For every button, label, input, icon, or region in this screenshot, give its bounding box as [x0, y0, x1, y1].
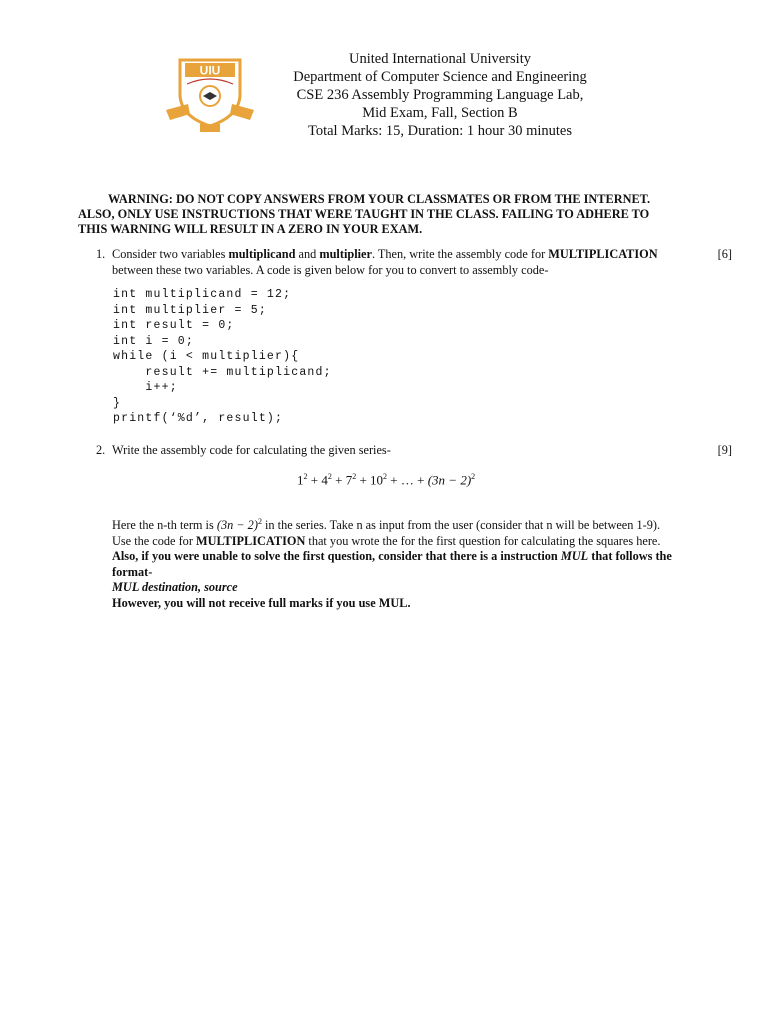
code-line: int multiplier = 5;: [113, 303, 267, 317]
code-line: printf(‘%d’, result);: [113, 412, 284, 425]
code-line: int multiplicand = 12;: [113, 288, 292, 301]
code-block: [113, 287, 332, 427]
mul-note: However, you will not receive full marks if you use MUL.: [112, 595, 411, 610]
series-formula: $1^2 + 4^2 + 7^2 + 10^2$ + … + $(3n - 2)^2$: [297, 472, 476, 488]
warning-line-1: WARNING: DO NOT COPY ANSWERS FROM YOUR CLASSMATES OR FROM THE INTERNET.: [108, 192, 651, 206]
warning-line-3: THIS WARNING WILL RESULT IN A ZERO IN YOUR EXAM.: [78, 222, 423, 236]
multiplication-paragraph: Use the code for MULTIPLICATION that you wrote the for the first question for calculating the squares here.: [112, 533, 661, 548]
question-number: 2.: [96, 443, 106, 457]
code-line: int i = 0;: [113, 334, 195, 348]
question-number: 1.: [96, 247, 106, 261]
university-name: United International University: [348, 51, 531, 67]
code-line: while (i < multiplier){: [113, 350, 300, 363]
question-marks: [6]: [717, 247, 732, 261]
code-line: i++;: [113, 381, 178, 394]
uiu-logo: [160, 54, 260, 136]
code-line: int result = 0;: [113, 319, 235, 332]
code-line: result += multiplicand;: [113, 365, 332, 379]
department-name: Department of Computer Science and Engineering: [293, 69, 587, 85]
mul-format: MUL destination, source: [112, 580, 238, 595]
warning-line-2: ALSO, ONLY USE INSTRUCTIONS THAT WERE TAUGHT IN THE CLASS. FAILING TO ADHERE TO: [78, 207, 650, 221]
warning-block: [78, 192, 704, 237]
mul-instruction-paragraph: Also, if you were unable to solve the first question, consider that there is a instruction MUL that follows the format-: [112, 549, 672, 579]
code-line: }: [113, 396, 122, 410]
nth-term-paragraph: Here the n-th term is $(3n - 2)^2$ in the series. Take n as input from the user (consider that n will be between 1-9).: [112, 517, 661, 533]
marks-duration: Total Marks: 15, Duration: 1 hour 30 minutes: [308, 123, 572, 139]
logo-text: UIU: [199, 63, 221, 78]
course-title: CSE 236 Assembly Programming Language Lab,: [296, 87, 584, 103]
exam-title: Mid Exam, Fall, Section B: [362, 105, 518, 121]
question-2-details: [112, 514, 692, 611]
exam-header: [250, 50, 630, 140]
question-marks: [9]: [717, 443, 732, 457]
question-text: Write the assembly code for calculating the given series-: [112, 443, 391, 457]
question-text: Consider two variables multiplicand and multiplier. Then, write the assembly code for MULTIPLICATION between these two variables. A code is given below for you to convert to assembly code-: [112, 247, 658, 277]
